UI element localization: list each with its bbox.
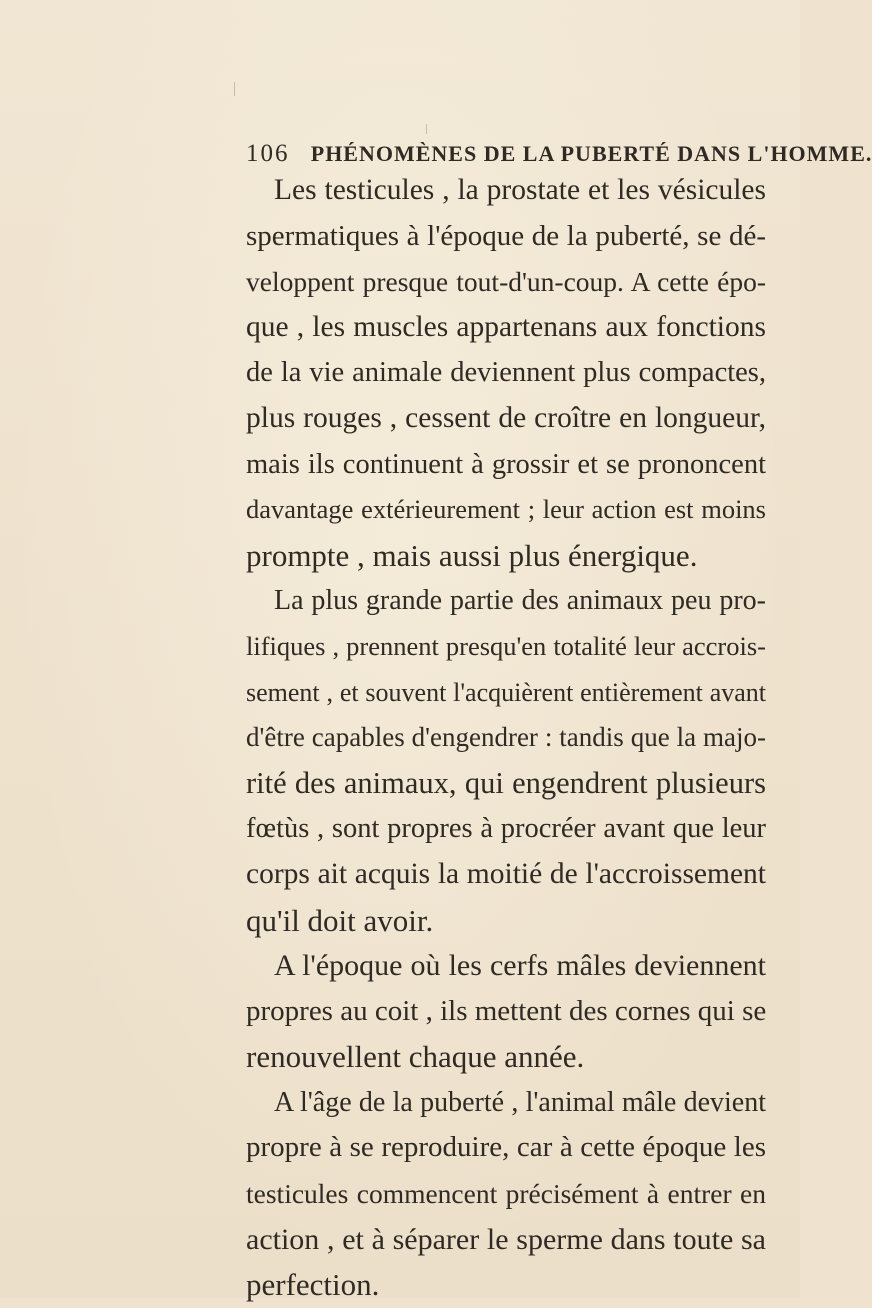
running-title: PHÉNOMÈNES DE LA PUBERTÉ DANS L'HOMME.	[310, 141, 872, 166]
text-line: rité des animaux, qui engendrent plusieurs	[246, 765, 766, 800]
text-line: A l'époque où les cerfs mâles deviennent	[274, 949, 766, 983]
running-header	[246, 140, 872, 168]
page-text	[246, 168, 766, 1308]
text-line: Les testicules , la prostate et les vésicules	[274, 174, 766, 206]
text-line: veloppent presque tout-d'un-coup. A cette épo-	[246, 266, 766, 298]
text-line: propres au coit , ils mettent des cornes qui se	[246, 994, 767, 1027]
text-line: propre à se reproduire, car à cette époque les	[246, 1131, 766, 1164]
paper-blemish	[426, 124, 427, 134]
text-line: sement , et souvent l'acquièrent entièrement avant	[246, 677, 766, 707]
text-line: renouvellent chaque année.	[246, 1039, 585, 1075]
text-line: d'être capables d'engendrer : tandis que la majo-	[246, 722, 766, 753]
text-line: fœtùs , sont propres à procréer avant que leur	[246, 813, 766, 845]
text-line: corps ait acquis la moitié de l'accroissement	[246, 857, 766, 890]
paper-blemish	[234, 82, 235, 96]
text-line: perfection.	[246, 1267, 380, 1303]
text-line: plus rouges , cessent de croître en longueur,	[246, 401, 766, 434]
text-line: spermatiques à l'époque de la puberté, se dé-	[246, 219, 766, 252]
text-line: mais ils continuent à grossir et se prononcent	[246, 448, 766, 480]
text-line: qu'il doit avoir.	[246, 902, 434, 938]
text-line: lifiques , prennent presqu'en totalité leur accrois-	[246, 630, 766, 661]
text-line: davantage extérieurement ; leur action est moins	[246, 494, 766, 525]
text-line: action , et à séparer le sperme dans toute sa	[246, 1222, 766, 1256]
text-line: A l'âge de la puberté , l'animal mâle devient	[274, 1086, 766, 1118]
text-line: que , les muscles appartenans aux fonctions	[246, 310, 766, 343]
page-number: 106	[246, 140, 290, 167]
text-line: de la vie animale deviennent plus compactes,	[246, 357, 766, 389]
text-line: La plus grande partie des animaux peu pro-	[274, 585, 766, 617]
text-line: prompte , mais aussi plus énergique.	[246, 537, 698, 573]
text-line: testicules commencent précisément à entrer en	[246, 1178, 766, 1210]
